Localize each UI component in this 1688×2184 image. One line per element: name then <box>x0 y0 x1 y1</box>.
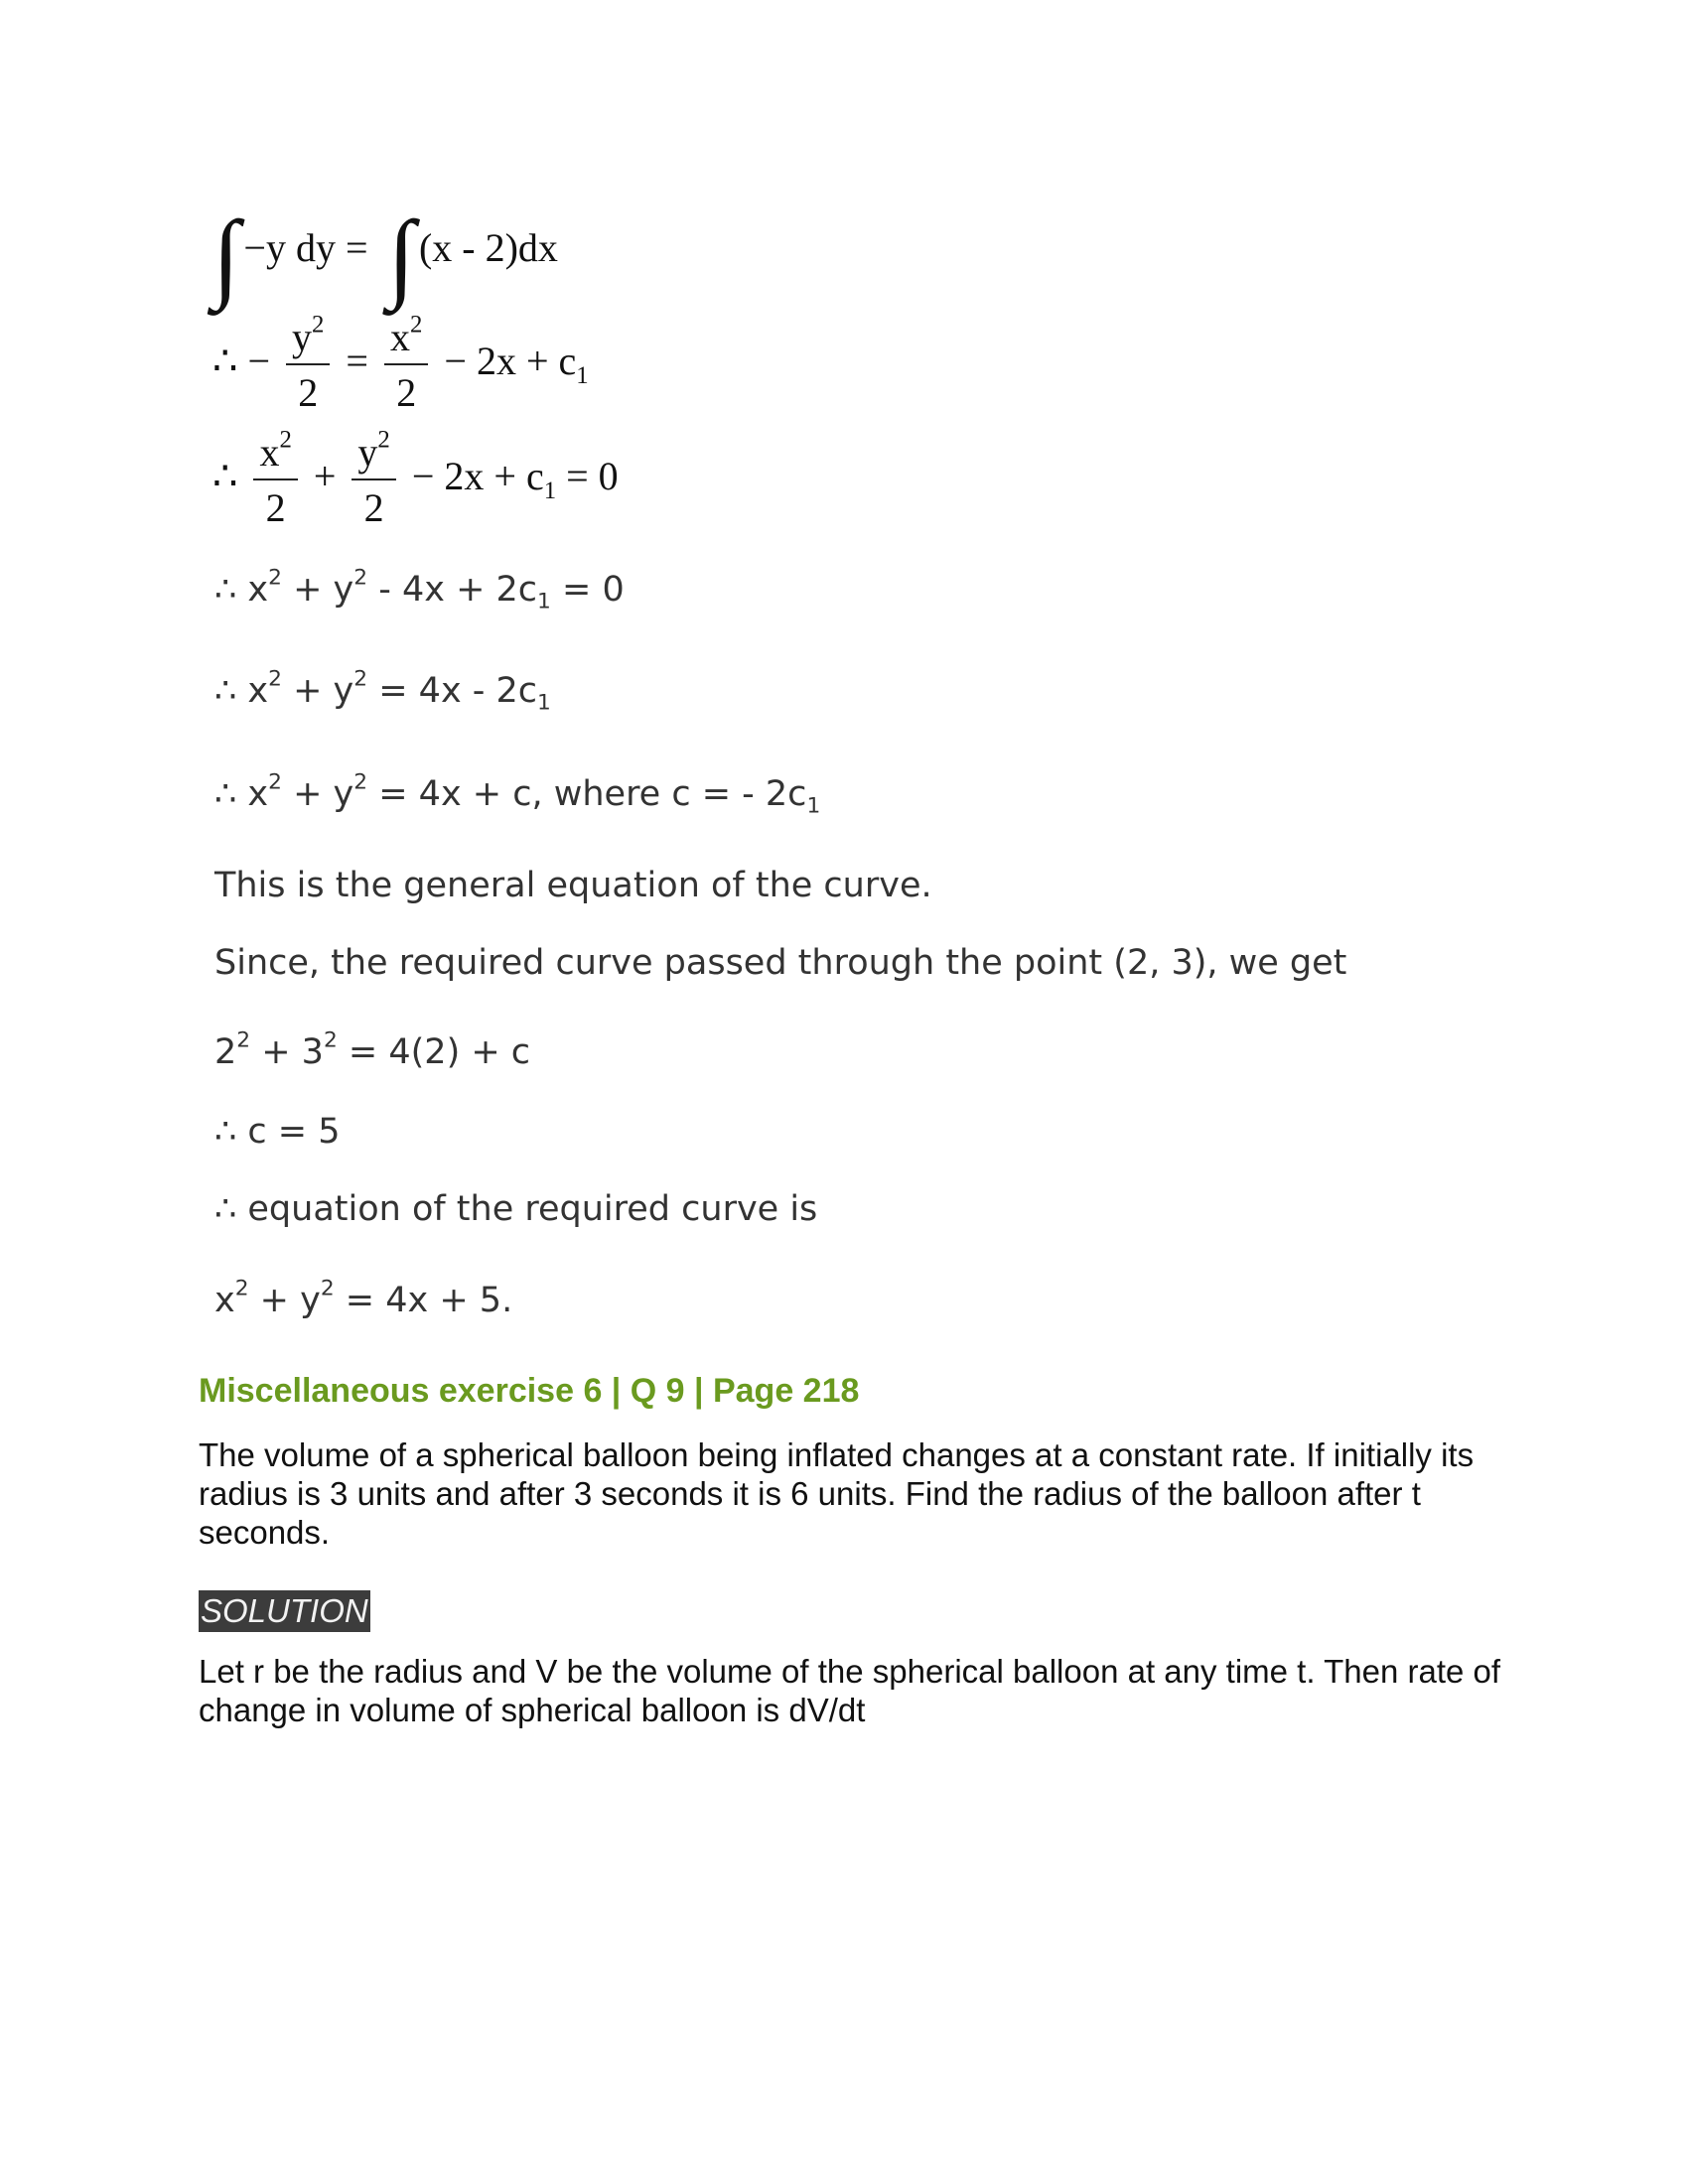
integral-sign-icon: ∫ <box>212 201 240 311</box>
step-1-rest: − 2x + c <box>444 339 577 384</box>
question-body: The volume of a spherical balloon being inflated changes at a constant rate. If initially its radius is 3 units and after 3 seconds it is 6 units. Find the radius of the balloon after t seconds. <box>199 1436 1475 1551</box>
equals-sign: = <box>346 339 368 384</box>
solution-text: Let r be the radius and V be the volume of the spherical balloon at any time t. Then rate of change in volume of spherical balloon is dV/dt <box>199 1653 1501 1728</box>
integral-rhs: (x - 2)dx <box>418 225 558 270</box>
c-value: ∴ c = 5 <box>214 1112 341 1152</box>
step-2-tail: = 0 <box>566 454 619 499</box>
fraction: $\frac{y^2}{2}$ <box>352 431 395 530</box>
therefore-symbol: ∴ <box>212 339 238 384</box>
fraction: $\frac{x^2}{2}$ <box>253 431 297 530</box>
step-5-equation: ∴ $x^2 + y^2 = 4x + c$, where c = - $2c_1$ <box>214 769 821 819</box>
minus-sign: − <box>247 339 271 384</box>
step-1-equation: ∴ − $\frac{y^2}{2}$ = $\frac{x^2}{2}$ − $2x + c_1$ <box>212 311 589 415</box>
step-4-equation: ∴ $x^2 + y^2 = 4x - 2c_1$ <box>214 666 551 716</box>
integral-sign-icon: ∫ <box>387 201 415 311</box>
since-text: Since, the required curve passed through the point (2, 3), we get <box>214 943 1347 983</box>
integral-equation <box>212 199 558 313</box>
integral-lhs: −y dy = <box>243 225 368 270</box>
step-2-equation: ∴ $\frac{x^2}{2}$ + $\frac{y^2}{2}$ − $2x + c_1 = 0$ <box>212 426 619 530</box>
fraction: $\frac{x^2}{2}$ <box>384 316 428 415</box>
required-curve-label: ∴ equation of the required curve is <box>214 1189 818 1229</box>
general-equation-text: This is the general equation of the curve. <box>214 866 932 905</box>
fraction: $\frac{y^2}{2}$ <box>286 316 330 415</box>
therefore-symbol: ∴ <box>212 454 238 499</box>
step-2-rest: − 2x + c <box>411 454 544 499</box>
substitution-equation: $2^2 + 3^2 = 4(2) + c$ <box>214 1027 531 1072</box>
question-heading: Miscellaneous exercise 6 | Q 9 | Page 218 <box>199 1372 860 1410</box>
solution-badge: SOLUTION <box>199 1590 370 1632</box>
final-equation: $x^2 + y^2 = 4x + 5$. <box>214 1276 513 1320</box>
step-3-equation: ∴ $x^2 + y^2 - 4x + 2c_1 = 0$ <box>214 565 625 614</box>
plus-sign: + <box>313 454 337 499</box>
